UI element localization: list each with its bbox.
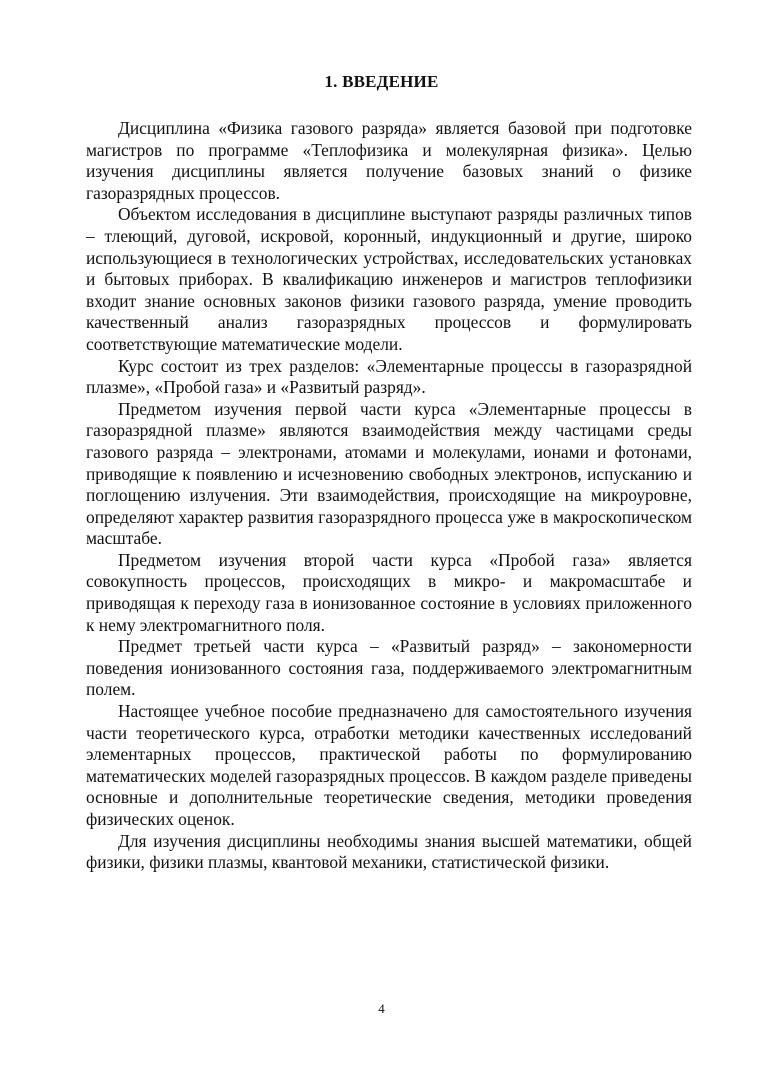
paragraph-part-one: Предметом изучения первой части курса «Элементарные процессы в газоразрядной плазме» являются взаимодействия между частицами среды газового разряда – электронами, атомами и молекулами, ионами и фотонами, приводящие к появлению и исчезновению свободных электронов, испусканию и поглощению излучения. Эти взаимодействия, происходящие на микроуровне, определяют характер развития газоразрядного процесса уже в макроскопическом масштабе. [86, 398, 692, 549]
paragraph-part-two: Предметом изучения второй части курса «Пробой газа» является совокупность процессов, происходящих в микро- и макромасштабе и приводящая к переходу газа в ионизованное состояние в условиях приложенного к нему электромагнитного поля. [86, 549, 692, 635]
paragraph-research-object: Объектом исследования в дисциплине выступают разряды различных типов – тлеющий, дуговой, искровой, коронный, индукционный и другие, широко использующиеся в технологических устройствах, исследовательских установках и бытовых приборах. В квалификацию инженеров и магистров теплофизики входит знание основных законов физики газового разряда, умение проводить качественный анализ газоразрядных процессов и формулировать соответствующие математические модели. [86, 204, 692, 354]
body-text [86, 118, 692, 874]
section-heading: 1. ВВЕДЕНИЕ [324, 72, 439, 91]
paragraph-course-sections: Курс состоит из трех разделов: «Элементарные процессы в газоразрядной плазме», «Пробой газа» и «Развитый разряд». [86, 355, 692, 398]
paragraph-part-three: Предмет третьей части курса – «Развитый разряд» – закономерности поведения ионизованного состояния газа, поддерживаемого электромагнитным полем. [86, 636, 692, 700]
paragraph-prerequisites: Для изучения дисциплины необходимы знания высшей математики, общей физики, физики плазмы, квантовой механики, статистической физики. [86, 830, 692, 873]
page-number: 4 [378, 1001, 385, 1016]
paragraph-discipline-intro: Дисциплина «Физика газового разряда» является базовой при подготовке магистров по программе «Теплофизика и молекулярная физика». Целью изучения дисциплины является получение базовых знаний о физике газоразрядных процессов. [86, 118, 692, 203]
paragraph-manual-purpose: Настоящее учебное пособие предназначено для самостоятельного изучения части теоретического курса, отработки методики качественных исследований элементарных процессов, практической работы по формулированию математических моделей газоразрядных процессов. В каждом разделе приведены основные и дополнительные теоретические сведения, методики проведения физических оценок. [86, 701, 692, 829]
